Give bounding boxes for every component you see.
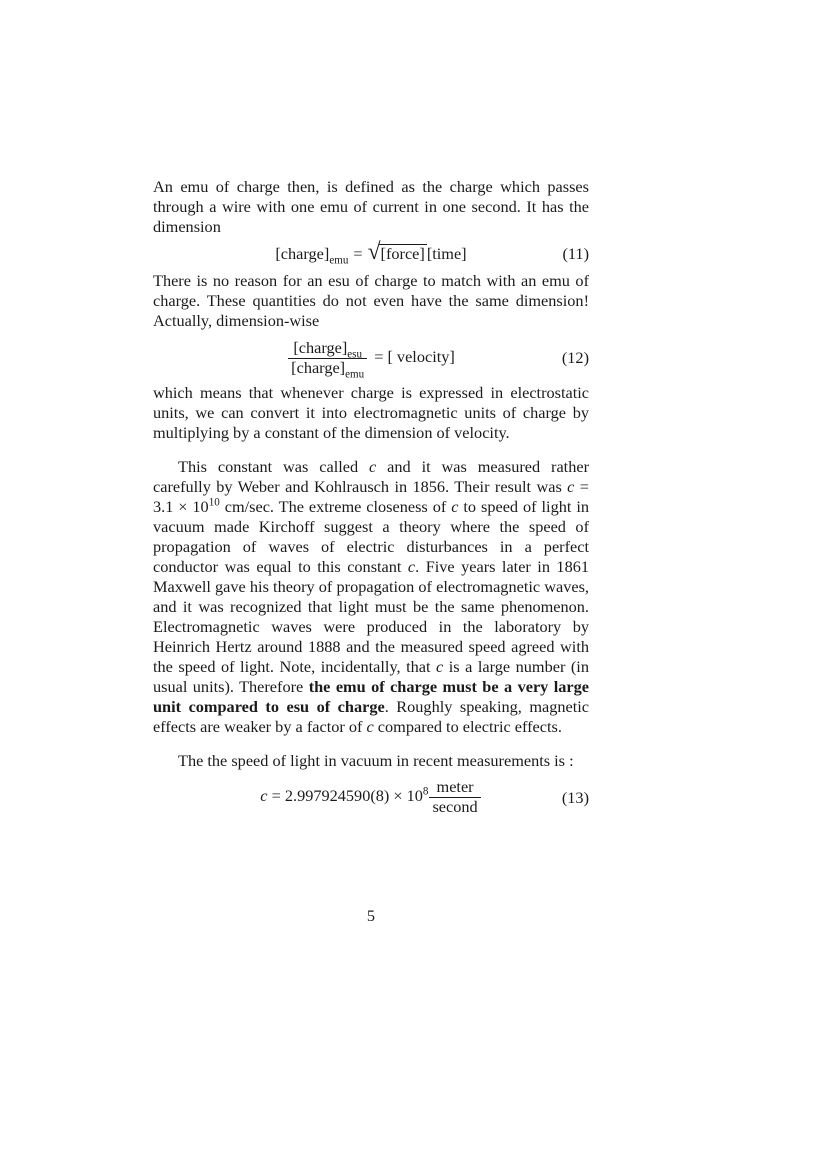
text-run: which means that whenever charge is expressed in electrostatic units, we can convert it into electromagnetic units of charge by multiplying by a constant of the dimension of velocity. xyxy=(153,383,589,443)
equation-number-13: (13) xyxy=(561,787,589,807)
text-run: This constant was called xyxy=(178,457,370,477)
text-run: 10 xyxy=(208,497,220,510)
equation-12 xyxy=(153,338,589,380)
text-run: An emu of charge then, is defined as the charge which passes through a wire with one emu of current in one second. It has the dimension xyxy=(153,177,589,236)
equation-11-body xyxy=(275,239,467,267)
paragraph-emu-definition xyxy=(153,177,589,237)
radicand-force: [force] xyxy=(380,244,425,263)
text-run: to speed of light in vacuum made Kirchoff suggest a theory where the speed of propagation of waves of electric disturbances in a perfect conductor was equal to this constant xyxy=(153,497,589,577)
text-run: c xyxy=(436,657,444,677)
text-run: c xyxy=(366,717,374,737)
equation-number-12: (12) xyxy=(561,348,589,368)
charge-ratio-fraction xyxy=(288,338,367,380)
charge-bracket: [charge] xyxy=(275,244,330,263)
charge-bracket: [charge] xyxy=(291,357,346,377)
charge-bracket: [charge] xyxy=(293,338,348,357)
text-run: c xyxy=(407,557,416,577)
fraction-denominator xyxy=(288,358,367,378)
exponent-8: 8 xyxy=(422,786,429,799)
meter-per-second-fraction xyxy=(429,778,480,816)
paragraph-conversion-constant xyxy=(153,383,589,443)
text-run: compared to electric effects. xyxy=(373,717,562,737)
text-run: There is no reason for an esu of charge to match with an emu of charge. These quantities do not even have the same dimension! Actually, dimension-wise xyxy=(153,271,589,330)
fraction-numerator: meter xyxy=(436,777,474,797)
paragraph-recent-measurements xyxy=(153,751,589,771)
equals-sign: = xyxy=(353,244,363,263)
text-run: = 3.1 × 10 xyxy=(153,477,589,517)
velocity-term: = [ velocity] xyxy=(374,346,455,366)
text-run: and it was measured rather carefully by Weber and Kohlrausch in 1856. Their result was xyxy=(153,457,589,497)
emu-subscript: emu xyxy=(329,254,349,267)
value-of-c: = 2.997924590(8) × 10 xyxy=(267,786,423,806)
square-root: √[force] xyxy=(367,239,425,265)
text-run: c xyxy=(369,457,377,477)
time-bracket: [time] xyxy=(426,244,467,263)
text-run: c xyxy=(451,497,459,517)
text-run: the emu of charge must be a very large unit compared to esu of charge xyxy=(153,677,589,717)
text-run: c xyxy=(567,477,575,497)
text-run: . Roughly speaking, magnetic effects are weaker by a factor of xyxy=(153,697,589,737)
esu-subscript: esu xyxy=(347,348,363,361)
fraction-numerator xyxy=(288,338,367,361)
c-symbol: c xyxy=(260,786,268,806)
equation-13 xyxy=(153,778,589,816)
equation-11 xyxy=(153,239,589,267)
text-run: is a large number (in usual units). Therefore xyxy=(153,657,589,697)
text-column xyxy=(153,177,589,824)
text-run: . Five years later in 1861 Maxwell gave his theory of propagation of electromagnetic waves, and it was recognized that light must be the same phenomenon. Electromagnetic waves were produced in the laboratory by Heinrich Hertz around 1888 and the measured speed agreed with the speed of light. Note, incidentally, that xyxy=(153,557,589,677)
page-number: 5 xyxy=(366,906,376,925)
equation-number-11: (11) xyxy=(562,244,589,263)
fraction-denominator: second xyxy=(429,797,480,817)
equation-13-body xyxy=(260,777,481,817)
equation-12-body xyxy=(287,338,455,380)
paragraph-esu-emu-mismatch xyxy=(153,271,589,331)
text-run: cm/sec. The extreme closeness of xyxy=(219,497,452,517)
emu-subscript: emu xyxy=(345,367,365,380)
paragraph-history-of-c xyxy=(153,457,589,737)
text-run: The the speed of light in vacuum in recent measurements is : xyxy=(178,751,574,771)
